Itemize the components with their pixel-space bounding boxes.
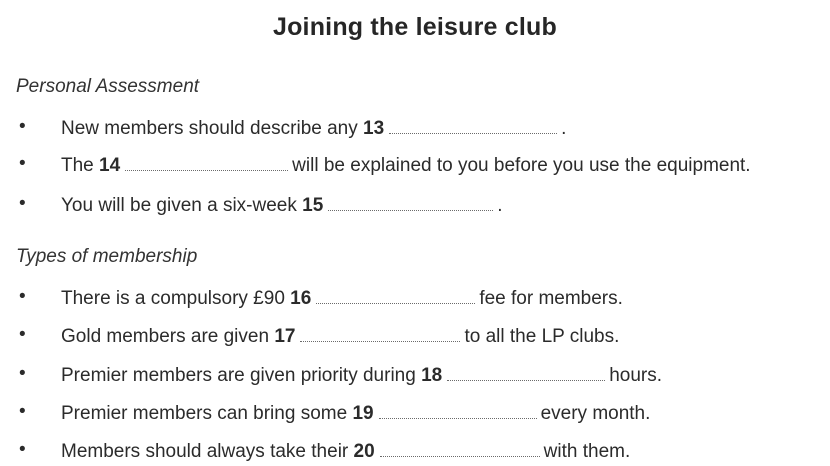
answer-blank-18[interactable] [447,363,605,381]
answer-blank-16[interactable] [316,286,475,304]
question-text-before: There is a compulsory £90 [61,288,285,309]
question-text-before: Members should always take their [61,441,349,462]
question-text [61,324,619,348]
question-number: 16 [290,288,312,309]
question-text-before: Premier members are given priority during [61,365,416,386]
question-text [61,193,503,217]
question-text-before: New members should describe any [61,118,358,139]
question-number: 19 [352,403,374,424]
question-text [61,116,566,140]
question-text-after: to all the LP clubs. [464,326,620,347]
question-number: 14 [99,155,121,176]
answer-blank-19[interactable] [379,401,537,419]
question-text-after: . [497,195,503,216]
question-text [61,153,751,177]
bullet: • [19,363,26,384]
question-number: 15 [302,195,324,216]
bullet: • [19,153,26,174]
question-text [61,401,650,425]
question-text [61,439,630,463]
question-number: 18 [421,365,443,386]
answer-blank-13[interactable] [389,116,557,134]
question-number: 20 [353,441,375,462]
question-text [61,286,623,310]
bullet: • [19,193,26,214]
bullet: • [19,401,26,422]
question-text-before: Premier members can bring some [61,403,348,424]
question-text-after: fee for members. [479,288,623,309]
question-text-after: . [561,118,567,139]
worksheet-title: Joining the leisure club [272,13,557,41]
bullet: • [19,324,26,345]
question-text-before: Gold members are given [61,326,270,347]
question-text-before: The [61,155,94,176]
question-text-before: You will be given a six-week [61,195,297,216]
question-text-after: every month. [540,403,651,424]
question-text [61,363,662,387]
bullet: • [19,116,26,137]
answer-blank-17[interactable] [300,324,460,342]
question-text-after: will be explained to you before you use the equipment. [292,155,751,176]
section-heading-personal-assessment: Personal Assessment [16,76,200,97]
section-heading-types-of-membership: Types of membership [16,246,198,267]
answer-blank-20[interactable] [380,439,540,457]
question-text-after: with them. [543,441,631,462]
bullet: • [19,439,26,460]
question-number: 17 [274,326,296,347]
answer-blank-15[interactable] [328,193,493,211]
question-number: 13 [363,118,385,139]
question-text-after: hours. [609,365,663,386]
bullet: • [19,286,26,307]
answer-blank-14[interactable] [125,153,288,171]
